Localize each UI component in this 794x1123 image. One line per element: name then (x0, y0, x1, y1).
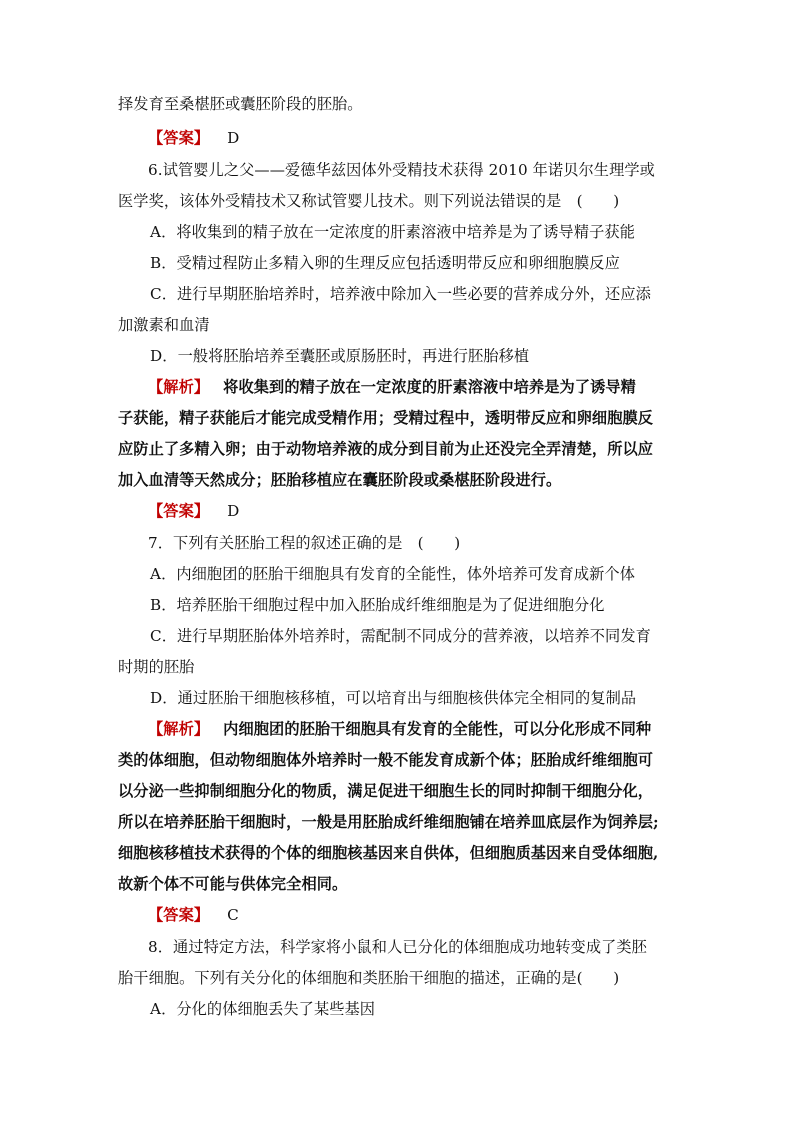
explanation-line: 子获能，精子获能后才能完成受精作用；受精过程中，透明带反应和卵细胞膜反 (118, 409, 654, 427)
answer-value: C (227, 906, 239, 924)
option-b: B．培养胚胎干细胞过程中加入胚胎成纤维细胞是为了促进细胞分化 (150, 596, 605, 614)
text-line: 择发育至桑椹胚或囊胚阶段的胚胎。 (118, 95, 363, 113)
option-c: C．进行早期胚胎体外培养时，需配制不同成分的营养液，以培养不同发育 (150, 627, 651, 645)
text-line: 加激素和血清 (118, 316, 210, 334)
option-a: A．将收集到的精子放在一定浓度的肝素溶液中培养是为了诱导精子获能 (150, 223, 635, 241)
text-line: 时期的胚胎 (118, 658, 195, 676)
explanation-line: 应防止了多精入卵；由于动物培养液的成分到目前为止还没完全弄清楚，所以应 (118, 440, 654, 458)
explanation-line (148, 376, 708, 398)
question-8-stem: 8．通过特定方法，科学家将小鼠和人已分化的体细胞成功地转变成了类胚 (148, 938, 647, 956)
option-c: C．进行早期胚胎培养时，培养液中除加入一些必要的营养成分外，还应添 (150, 285, 651, 303)
text-line: 医学奖，该体外受精技术又称试管婴儿技术。则下列说法错误的是 ( ) (118, 192, 620, 210)
text-line: 胎干细胞。下列有关分化的体细胞和类胚胎干细胞的描述，正确的是( ) (118, 969, 620, 987)
answer-line (148, 127, 708, 149)
option-d: D．一般将胚胎培养至囊胚或原肠胚时，再进行胚胎移植 (150, 347, 530, 365)
answer-label: 【 答案 】 (148, 502, 209, 520)
explanation-line: 故新个体不可能与供体完全相同。 (118, 875, 348, 893)
explanation-line: 加入血清等天然成分；胚胎移植应在囊胚阶段或桑椹胚阶段进行。 (118, 471, 562, 489)
answer-label: 【 答案 】 (148, 129, 209, 147)
answer-value: D (227, 502, 240, 520)
explanation-text: 内细胞团的胚胎干细胞具有发育的全能性，可以分化形成不同种 (223, 720, 652, 738)
option-a: A．分化的体细胞丢失了某些基因 (150, 1000, 376, 1018)
explanation-line: 所以在培养胚胎干细胞时，一般是用胚胎成纤维细胞铺在培养皿底层作为饲养层; (118, 813, 659, 831)
explanation-label: 【 解析 】 (148, 720, 209, 738)
question-6-stem: 6.试管婴儿之父——爱德华兹因体外受精技术获得 2010 年诺贝尔生理学或 (148, 161, 655, 179)
explanation-text: 将收集到的精子放在一定浓度的肝素溶液中培养是为了诱导精 (223, 378, 636, 396)
explanation-line (148, 718, 708, 740)
explanation-line: 细胞核移植技术获得的个体的细胞核基因来自供体，但细胞质基因来自受体细胞, (118, 844, 659, 862)
answer-label: 【 答案 】 (148, 906, 209, 924)
explanation-line: 以分泌一些抑制细胞分化的物质，满足促进干细胞生长的同时抑制干细胞分化， (118, 782, 654, 800)
option-a: A．内细胞团的胚胎干细胞具有发育的全能性，体外培养可发育成新个体 (150, 565, 635, 583)
option-d: D．通过胚胎干细胞核移植，可以培育出与细胞核供体完全相同的复制品 (150, 689, 637, 707)
question-7-stem: 7．下列有关胚胎工程的叙述正确的是 ( ) (148, 534, 461, 552)
option-b: B．受精过程防止多精入卵的生理反应包括透明带反应和卵细胞膜反应 (150, 254, 620, 272)
explanation-line: 类的体细胞，但动物细胞体外培养时一般不能发育成新个体；胚胎成纤维细胞可 (118, 751, 654, 769)
answer-line (148, 904, 708, 926)
answer-value: D (227, 129, 240, 147)
answer-line (148, 500, 708, 522)
explanation-label: 【 解析 】 (148, 378, 209, 396)
